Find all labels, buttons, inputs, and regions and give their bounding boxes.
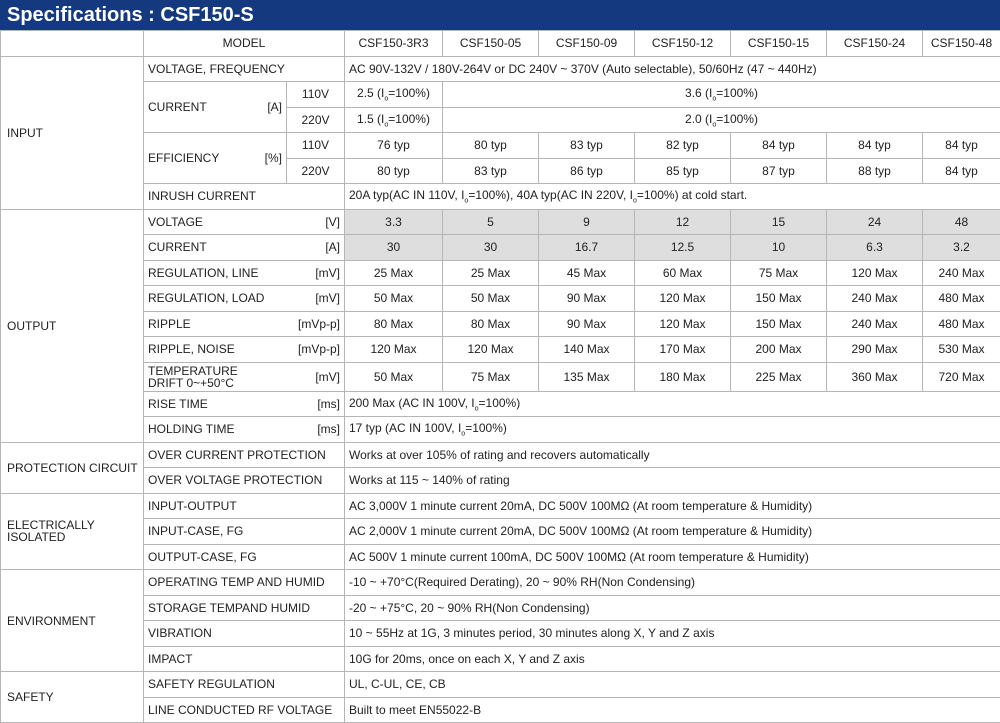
model-col: CSF150-15	[731, 31, 827, 57]
row-label: HOLDING TIME [ms]	[144, 417, 345, 443]
row-label: IMPACT	[144, 646, 345, 672]
env-vibration-row	[1, 621, 1000, 647]
row-label: RISE TIME [ms]	[144, 391, 345, 417]
voltage-label: 220V	[287, 107, 345, 133]
value-cell: 140 Max	[539, 337, 635, 363]
value-cell: 15	[731, 209, 827, 235]
value-cell: 360 Max	[827, 362, 923, 391]
value-cell: 6.3	[827, 235, 923, 261]
model-col: CSF150-05	[443, 31, 539, 57]
row-label: OVER CURRENT PROTECTION	[144, 442, 345, 468]
value-cell: 25 Max	[443, 260, 539, 286]
value-cell: 9	[539, 209, 635, 235]
value-cell: 240 Max	[827, 311, 923, 337]
value-cell: 240 Max	[827, 286, 923, 312]
page-title: Specifications : CSF150-S	[0, 0, 1000, 30]
group-input-label: INPUT	[1, 56, 144, 209]
output-current-row	[1, 235, 1000, 261]
safety-regulation-row	[1, 672, 1000, 698]
output-voltage-row	[1, 209, 1000, 235]
voltage-label: 110V	[287, 133, 345, 159]
output-rise-time-row	[1, 391, 1000, 417]
row-label: RIPPLE, NOISE [mVp-p]	[144, 337, 345, 363]
value-cell: 76 typ	[345, 133, 443, 159]
value-cell: 120 Max	[345, 337, 443, 363]
row-label	[144, 82, 287, 133]
row-label: CURRENT [A]	[144, 235, 345, 261]
value-cell: 80 Max	[345, 311, 443, 337]
value-cell: 87 typ	[731, 158, 827, 184]
row-value: AC 500V 1 minute current 100mA, DC 500V 100MΩ (At room temperature & Humidity)	[345, 544, 1000, 570]
value-cell: 86 typ	[539, 158, 635, 184]
row-label: SAFETY REGULATION	[144, 672, 345, 698]
value-cell: 30	[345, 235, 443, 261]
header-row	[1, 31, 1000, 57]
value-cell: 80 typ	[345, 158, 443, 184]
model-col: CSF150-09	[539, 31, 635, 57]
value-cell: 12.5	[635, 235, 731, 261]
env-impact-row	[1, 646, 1000, 672]
value-cell: 75 Max	[443, 362, 539, 391]
input-current-110-row	[1, 82, 1000, 108]
output-holding-time-row	[1, 417, 1000, 443]
row-value: -20 ~ +75°C, 20 ~ 90% RH(Non Condensing)	[345, 595, 1000, 621]
value-cell: 240 Max	[923, 260, 1000, 286]
value-cell: 150 Max	[731, 311, 827, 337]
protection-ocp-row	[1, 442, 1000, 468]
value-cell: 3.2	[923, 235, 1000, 261]
row-value: 10G for 20ms, once on each X, Y and Z axis	[345, 646, 1000, 672]
value-cell: 150 Max	[731, 286, 827, 312]
value-cell: 12	[635, 209, 731, 235]
value-cell: 135 Max	[539, 362, 635, 391]
value-cell: 90 Max	[539, 286, 635, 312]
value-cell: 84 typ	[923, 158, 1000, 184]
value-cell: 5	[443, 209, 539, 235]
input-efficiency-110-row	[1, 133, 1000, 159]
row-label: VOLTAGE [V]	[144, 209, 345, 235]
group-safety-label: SAFETY	[1, 672, 144, 723]
row-label: REGULATION, LOAD [mV]	[144, 286, 345, 312]
row-label: INRUSH CURRENT	[144, 184, 345, 210]
value-cell: 120 Max	[827, 260, 923, 286]
value-cell: 80 typ	[443, 133, 539, 159]
value-cell: 84 typ	[923, 133, 1000, 159]
value-cell: 90 Max	[539, 311, 635, 337]
value-cell: 200 Max	[731, 337, 827, 363]
row-label: OVER VOLTAGE PROTECTION	[144, 468, 345, 494]
value-cell: 80 Max	[443, 311, 539, 337]
value-cell: 3.6 $(I_o=100\%)$	[443, 82, 1000, 108]
value-cell: 50 Max	[345, 362, 443, 391]
output-ripple-row	[1, 311, 1000, 337]
model-col: CSF150-3R3	[345, 31, 443, 57]
output-temp-drift-row	[1, 362, 1000, 391]
value-cell: 225 Max	[731, 362, 827, 391]
value-cell: 60 Max	[635, 260, 731, 286]
label-text: CURRENT	[148, 100, 207, 114]
value-cell: 2.0 $(I_o=100\%)$	[443, 107, 1000, 133]
input-voltage-row	[1, 56, 1000, 82]
output-reg-load-row	[1, 286, 1000, 312]
value-cell: 480 Max	[923, 286, 1000, 312]
unit-text: [%]	[265, 151, 282, 165]
spec-table	[0, 30, 1000, 723]
env-storage-row	[1, 595, 1000, 621]
row-label: VIBRATION	[144, 621, 345, 647]
row-value: 17 typ (AC IN 100V, $I_o=100\%$)	[345, 417, 1000, 443]
output-reg-line-row	[1, 260, 1000, 286]
row-label: OPERATING TEMP AND HUMID	[144, 570, 345, 596]
model-header: MODEL	[144, 31, 345, 57]
value-cell: 3.3	[345, 209, 443, 235]
group-protection-label: PROTECTION CIRCUIT	[1, 442, 144, 493]
row-label: STORAGE TEMPAND HUMID	[144, 595, 345, 621]
voltage-label: 220V	[287, 158, 345, 184]
row-label: TEMPERATURE DRIFT 0~+50°C [mV]	[144, 362, 345, 391]
row-value: AC 90V-132V / 180V-264V or DC 240V ~ 370V (Auto selectable), 50/60Hz (47 ~ 440Hz)	[345, 56, 1000, 82]
isolated-io-row	[1, 493, 1000, 519]
value-cell: 180 Max	[635, 362, 731, 391]
value-cell: 120 Max	[635, 311, 731, 337]
row-value: Works at 115 ~ 140% of rating	[345, 468, 1000, 494]
value-cell: 45 Max	[539, 260, 635, 286]
row-value: 200 Max (AC IN 100V, $I_o=100\%$)	[345, 391, 1000, 417]
row-label: REGULATION, LINE [mV]	[144, 260, 345, 286]
group-output-label: OUTPUT	[1, 209, 144, 442]
safety-rf-row	[1, 697, 1000, 723]
row-value: 10 ~ 55Hz at 1G, 3 minutes period, 30 minutes along X, Y and Z axis	[345, 621, 1000, 647]
value-cell: 75 Max	[731, 260, 827, 286]
value-cell: 84 typ	[731, 133, 827, 159]
row-label: LINE CONDUCTED RF VOLTAGE	[144, 697, 345, 723]
value-cell: 530 Max	[923, 337, 1000, 363]
value-cell: 83 typ	[443, 158, 539, 184]
isolated-oc-row	[1, 544, 1000, 570]
row-label	[144, 133, 287, 184]
value-cell: 82 typ	[635, 133, 731, 159]
group-isolated-label: ELECTRICALLY ISOLATED	[1, 493, 144, 570]
row-label: INPUT-OUTPUT	[144, 493, 345, 519]
value-cell: 50 Max	[443, 286, 539, 312]
input-inrush-row	[1, 184, 1000, 210]
label-text: EFFICIENCY	[148, 151, 219, 165]
value-cell: 10	[731, 235, 827, 261]
value-cell: 16.7	[539, 235, 635, 261]
row-value: -10 ~ +70°C(Required Derating), 20 ~ 90% RH(Non Condensing)	[345, 570, 1000, 596]
model-col: CSF150-24	[827, 31, 923, 57]
corner-cell	[1, 31, 144, 57]
row-label: RIPPLE [mVp-p]	[144, 311, 345, 337]
row-value: AC 3,000V 1 minute current 20mA, DC 500V 100MΩ (At room temperature & Humidity)	[345, 493, 1000, 519]
value-cell: 25 Max	[345, 260, 443, 286]
row-value: 20A typ(AC IN 110V, $I_o=100\%$), 40A typ(AC IN 220V, $I_o=100\%$) at cold start.	[345, 184, 1000, 210]
value-cell: 120 Max	[635, 286, 731, 312]
isolated-ic-row	[1, 519, 1000, 545]
value-cell: 480 Max	[923, 311, 1000, 337]
value-cell: 88 typ	[827, 158, 923, 184]
value-cell: 120 Max	[443, 337, 539, 363]
value-cell: 84 typ	[827, 133, 923, 159]
value-cell: 24	[827, 209, 923, 235]
value-cell: 170 Max	[635, 337, 731, 363]
row-value: Works at over 105% of rating and recovers automatically	[345, 442, 1000, 468]
row-value: AC 2,000V 1 minute current 20mA, DC 500V 100MΩ (At room temperature & Humidity)	[345, 519, 1000, 545]
value-cell: 50 Max	[345, 286, 443, 312]
row-value: Built to meet EN55022-B	[345, 697, 1000, 723]
value-cell: 48	[923, 209, 1000, 235]
env-operating-row	[1, 570, 1000, 596]
value-cell: 720 Max	[923, 362, 1000, 391]
voltage-label: 110V	[287, 82, 345, 108]
value-cell: 30	[443, 235, 539, 261]
model-col: CSF150-12	[635, 31, 731, 57]
output-ripple-noise-row	[1, 337, 1000, 363]
row-label: INPUT-CASE, FG	[144, 519, 345, 545]
row-label: OUTPUT-CASE, FG	[144, 544, 345, 570]
model-col: CSF150-48	[923, 31, 1000, 57]
value-cell: 85 typ	[635, 158, 731, 184]
group-environment-label: ENVIRONMENT	[1, 570, 144, 672]
protection-ovp-row	[1, 468, 1000, 494]
row-label: VOLTAGE, FREQUENCY	[144, 56, 345, 82]
value-cell: 83 typ	[539, 133, 635, 159]
value-cell: 290 Max	[827, 337, 923, 363]
unit-text: [A]	[267, 100, 282, 114]
value-cell: 2.5 $(I_o=100\%)$	[345, 82, 443, 108]
row-value: UL, C-UL, CE, CB	[345, 672, 1000, 698]
value-cell: 1.5 $(I_o=100\%)$	[345, 107, 443, 133]
